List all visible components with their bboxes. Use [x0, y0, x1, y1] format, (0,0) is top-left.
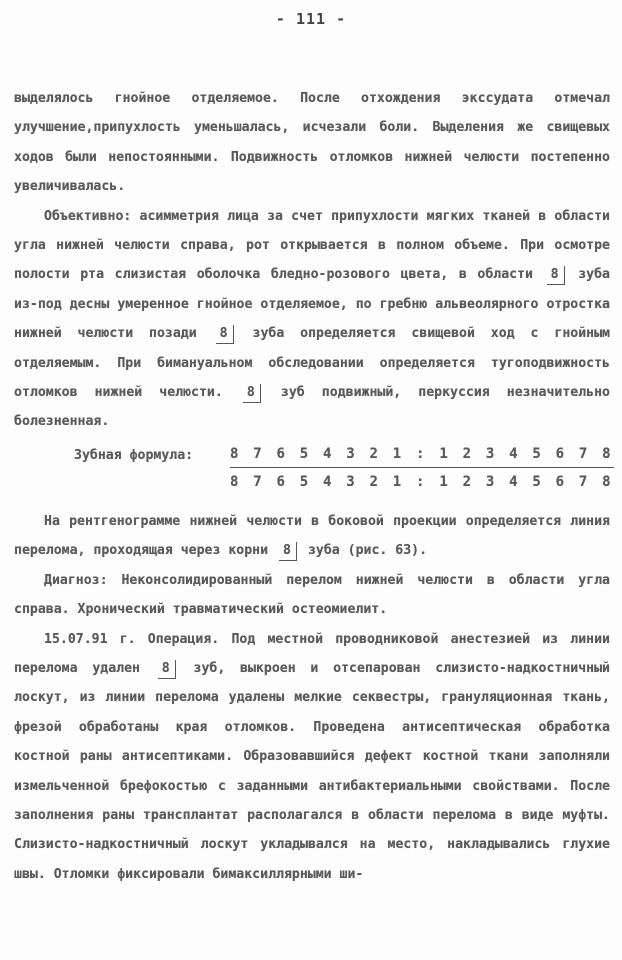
paragraph-exudate-text: выделялось гнойное отделяемое. После отхождения экссудата отмечал улучшение,припухлость уменьшалась, исчезали боли. Выделения же свищевых ходов были непостоянными. Подвижность отломков нижней челюсти постепенно увеличивалась. [14, 91, 610, 195]
dental-formula-upper-row: 8 7 6 5 4 3 2 1 : 1 2 3 4 5 6 7 8 [230, 441, 614, 468]
paragraph-exudate [14, 84, 610, 202]
xray-text-b: зуба (рис. 63). [307, 543, 428, 559]
paragraph-operation [14, 625, 610, 890]
paragraph-objective [14, 202, 610, 437]
tooth-number-box: 8 [279, 542, 297, 561]
tooth-number-box: 8 [158, 660, 176, 679]
paragraph-xray [14, 507, 610, 566]
tooth-number-box: 8 [216, 325, 234, 344]
operation-text-b: зуб, выкроен и отсепарован слизисто-надкостничный лоскут, из линии перелома удалены мелкие секвестры, грануляционная ткань, фрезой обработаны края отломков. Проведена антисептическая обработка костной раны антисептиками. Образовавшийся дефект костной ткани заполняли измельченной брефокостью с заданными антибактериальными свойствами. После заполнения раны трансплантат располагался в области перелома в виде муфты. Слизисто-надкостничный лоскут укладывался на место, накладывались глухие швы. Отломки фиксировали бимаксиллярными ши- [14, 660, 610, 882]
objective-text-c: зуба определяется свищевой ход с гнойным отделяемым. При бимануальном обследовании определяется тугоподвижность отломков нижней челюсти. [14, 326, 610, 401]
paragraph-diagnosis [14, 566, 610, 625]
document-body [14, 84, 614, 889]
tooth-number-box: 8 [243, 384, 261, 403]
xray-text-a: На рентгенограмме нижней челюсти в боковой проекции определяется линия перелома, проходящая через корни [14, 513, 610, 559]
diagnosis-text: Диагноз: Неконсолидированный перелом нижней челюсти в области угла справа. Хронический травматический остеомиелит. [14, 572, 610, 618]
objective-text-a: Объективно: асимметрия лица за счет припухлости мягких тканей в области угла нижней челюсти справа, рот открывается в полном объеме. При осмотре полости рта слизистая оболочка бледно-розового цвета, в области [14, 208, 610, 283]
page-number: - 111 - [275, 10, 347, 28]
operation-text-a: 15.07.91 г. Операция. Под местной проводниковой анестезией из линии перелома удален [14, 631, 610, 676]
dental-formula-label: Зубная формула: [74, 447, 194, 463]
objective-text-d: зуб подвижный, перкуссия незначительно болезненная. [14, 385, 610, 430]
objective-text-b: зуба из-под десны умеренное гнойное отделяемое, по гребню альвеолярного отростка нижней челюсти позади [14, 267, 610, 342]
dental-formula [14, 441, 614, 501]
dental-formula-lower-row: 8 7 6 5 4 3 2 1 : 1 2 3 4 5 6 7 8 [230, 473, 614, 490]
tooth-number-box: 8 [547, 266, 565, 285]
